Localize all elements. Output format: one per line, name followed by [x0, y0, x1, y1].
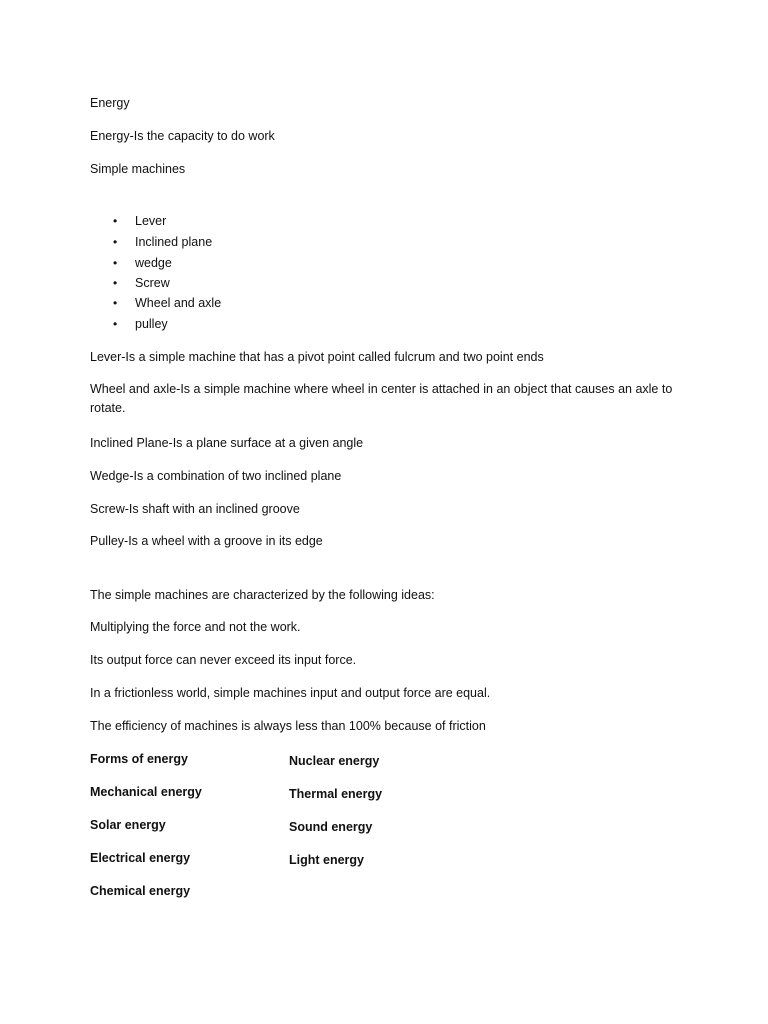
bullet-icon: •: [113, 256, 118, 270]
energy-form-item: Sound energy: [289, 820, 373, 834]
characteristic-item: Multiplying the force and not the work.: [90, 620, 301, 634]
forms-of-energy-heading: Forms of energy: [90, 752, 188, 766]
list-item: Wheel and axle: [135, 296, 222, 310]
energy-form-item: Nuclear energy: [289, 754, 380, 768]
energy-form-item: Mechanical energy: [90, 785, 202, 799]
inclined-plane-definition: Inclined Plane-Is a plane surface at a given angle: [90, 436, 364, 450]
energy-form-item: Light energy: [289, 853, 365, 867]
characteristic-item: The efficiency of machines is always less than 100% because of friction: [90, 719, 486, 733]
wedge-definition: Wedge-Is a combination of two inclined plane: [90, 469, 342, 483]
energy-definition: Energy-Is the capacity to do work: [90, 129, 275, 143]
wheel-axle-definition: Wheel and axle-Is a simple machine where wheel in center is attached in an object that causes an axle to rotate.: [90, 382, 673, 415]
bullet-icon: •: [113, 214, 118, 228]
list-item: wedge: [135, 256, 172, 270]
characteristics-heading: The simple machines are characterized by the following ideas:: [90, 588, 435, 602]
list-item: Inclined plane: [135, 235, 213, 249]
list-item: Lever: [135, 214, 167, 228]
bullet-icon: •: [113, 317, 118, 331]
doc-title: Energy: [90, 96, 130, 110]
characteristic-item: Its output force can never exceed its input force.: [90, 653, 357, 667]
simple-machines-heading: Simple machines: [90, 162, 186, 176]
energy-form-item: Solar energy: [90, 818, 166, 832]
pulley-definition: Pulley-Is a wheel with a groove in its edge: [90, 534, 323, 548]
bullet-icon: •: [113, 276, 118, 290]
bullet-icon: •: [113, 235, 118, 249]
energy-form-item: Chemical energy: [90, 884, 191, 898]
characteristic-item: In a frictionless world, simple machines input and output force are equal.: [90, 686, 491, 700]
list-item: Screw: [135, 276, 170, 290]
energy-form-item: Electrical energy: [90, 851, 191, 865]
screw-definition: Screw-Is shaft with an inclined groove: [90, 502, 300, 516]
lever-definition: Lever-Is a simple machine that has a pivot point called fulcrum and two point ends: [90, 350, 544, 364]
energy-form-item: Thermal energy: [289, 787, 383, 801]
list-item: pulley: [135, 317, 168, 331]
bullet-icon: •: [113, 296, 118, 310]
